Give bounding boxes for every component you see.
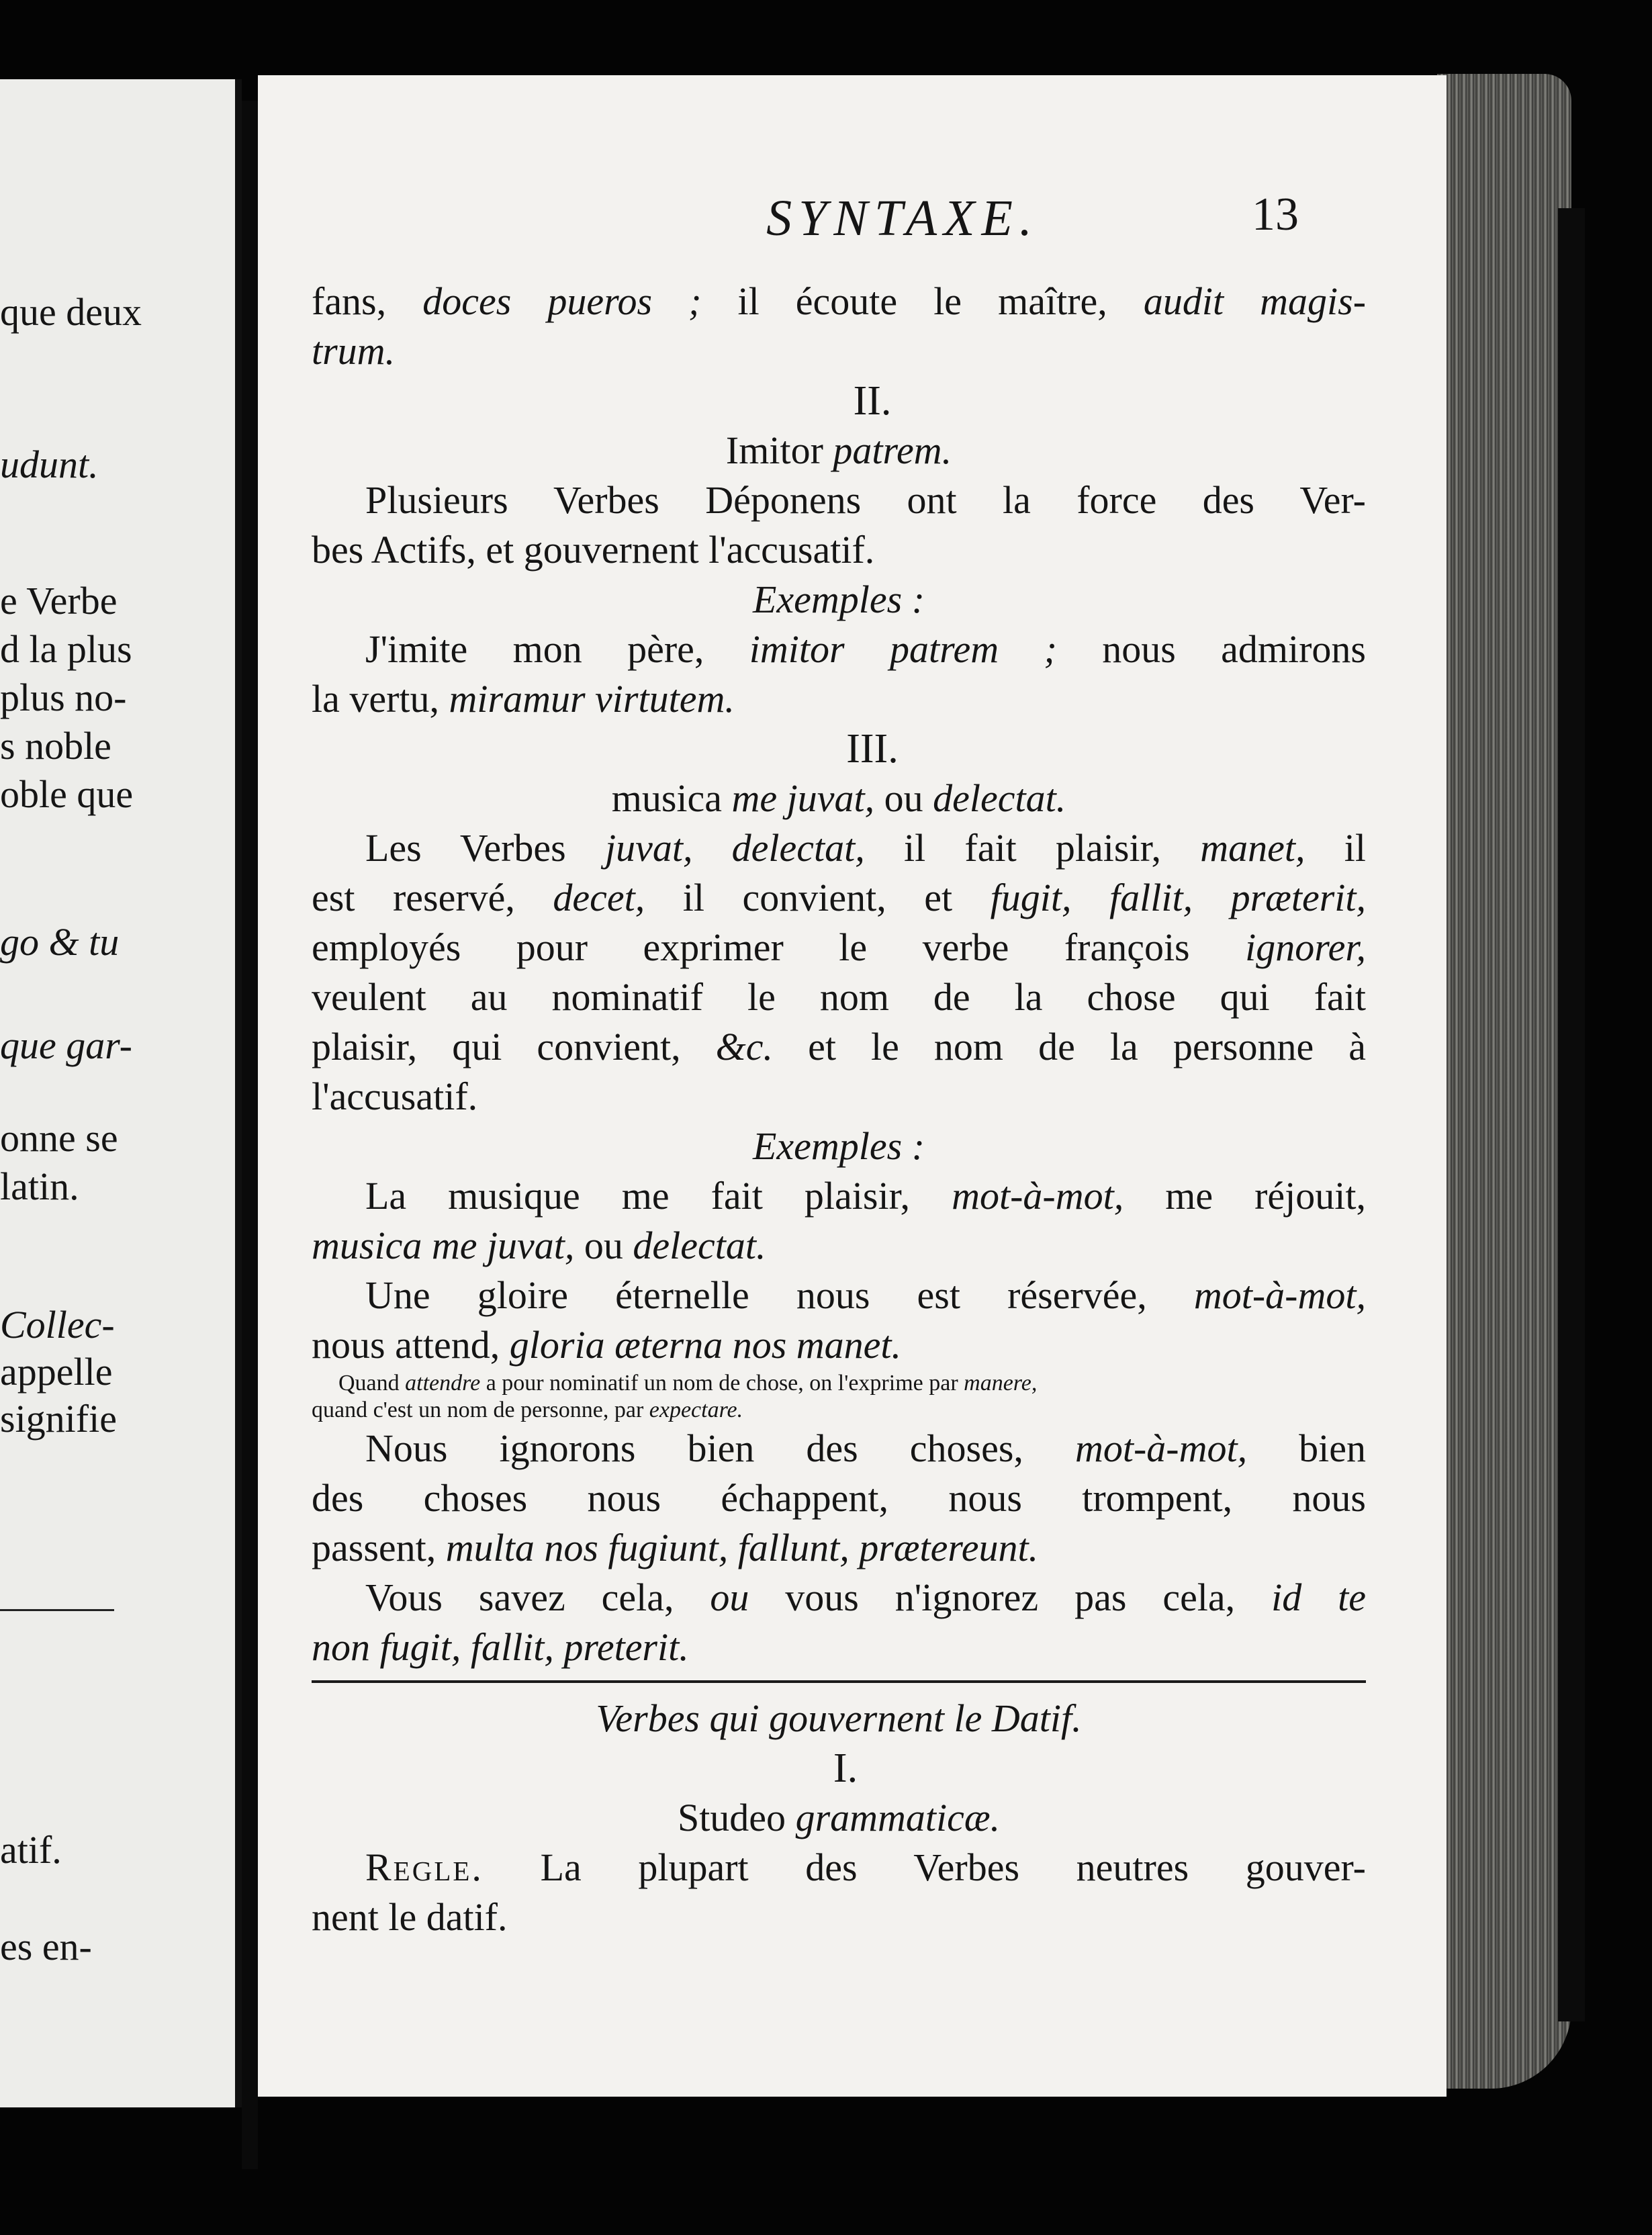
text-line: bes Actifs, et gouvernent l'accusatif. [312,528,875,572]
text-span: La musique me fait plaisir, [365,1174,952,1218]
text-span: J'imite mon père, [365,627,749,671]
facing-page-fragment [0,79,242,2107]
latin-phrase: doces pueros ; [422,279,702,323]
section-number: II. [853,378,892,424]
text-span: nous attend, [312,1323,510,1367]
left-page-text: Collec- [0,1303,115,1347]
left-page-text: plus no- [0,676,127,719]
text-span: Studeo [677,1796,796,1839]
text-span: est reservé, [312,876,553,919]
text-span: Une gloire éternelle nous est réservée, [365,1273,1194,1317]
footnote-line [312,1397,1366,1424]
latin-phrase: me juvat, [731,776,875,820]
text-span: ou [710,1576,749,1619]
left-page-text: que gar- [0,1023,132,1067]
left-page-text: latin. [0,1165,79,1208]
text-span: vous n'ignorez pas cela, [749,1576,1272,1619]
text-line [312,1573,1366,1623]
latin-phrase: imitor patrem ; [749,627,1057,671]
text-line [312,1424,1366,1473]
text-span: passent, [312,1526,446,1569]
text-span: Les Verbes [365,826,605,870]
running-title: SYNTAXE. [766,190,1039,246]
latin-phrase: delectat. [633,1224,766,1267]
text-span: Vous savez cela, [365,1576,710,1619]
text-span: ou [574,1224,633,1267]
left-page-text: d la plus [0,627,132,671]
text-line: des choses nous échappent, nous trompent, nous [312,1476,1366,1520]
text-span: il écoute le maître, [701,279,1144,323]
text-span: bien [1247,1426,1366,1470]
page-body [312,277,1366,1942]
text-line [312,1523,1366,1573]
latin-phrase: mot-à-mot, [1074,1426,1248,1470]
left-page-text: signifie [0,1397,117,1441]
text-span: a pour nominatif un nom de chose, on l'exprime par [480,1371,964,1396]
text-line [312,873,1366,923]
french-term: ignorer, [1245,925,1366,969]
latin-phrase: juvat, delectat, [604,826,865,870]
left-page-text: que deux [0,290,142,334]
text-line [312,1171,1366,1221]
left-page-text: es en- [0,1925,92,1968]
text-line [312,823,1366,873]
text-line: nent le datif. [312,1895,508,1939]
left-page-rule [0,1609,114,1611]
text-line: l'accusatif. [312,1075,478,1118]
rule-example [312,1793,1366,1843]
left-page-text: oble que [0,772,134,816]
latin-phrase: fugit, fallit, præterit, [990,876,1367,919]
text-line [312,923,1366,972]
etc-abbrev: &c. [715,1025,774,1068]
latin-phrase: audit magis- [1143,279,1367,323]
text-span: il [1305,826,1366,870]
text-line: non fugit, fallit, preterit. [312,1625,689,1669]
text-line [312,277,1366,326]
text-line [312,674,1366,724]
latin-phrase: mot-à-mot, [952,1174,1124,1218]
latin-phrase: grammaticæ. [795,1796,1001,1839]
examples-label: Exemples : [752,1124,925,1168]
page-number: 13 [1252,189,1299,240]
latin-phrase: mot-à-mot, [1193,1273,1366,1317]
text-line: Plusieurs Verbes Déponens ont la force des Ver- [365,478,1366,522]
text-span: Imitor [725,428,833,472]
page-edges [1437,74,1571,2089]
latin-phrase: musica me juvat, [312,1224,575,1267]
latin-phrase: trum. [312,329,396,373]
left-page-text: s noble [0,724,111,768]
text-line [312,1320,1366,1370]
text-span: Quand [338,1371,406,1396]
text-span: il convient, et [645,876,991,919]
latin-phrase: delectat. [933,776,1066,820]
left-page-text: onne se [0,1116,118,1160]
latin-phrase: manere, [964,1371,1038,1396]
latin-phrase: expectare. [649,1398,743,1422]
text-line: veulent au nominatif le nom de la chose qui fait [312,975,1366,1019]
text-line [312,1271,1366,1320]
left-page-text: udunt. [0,443,99,486]
text-line [312,1022,1366,1072]
latin-phrase: decet, [553,876,645,919]
text-span: ou [874,776,933,820]
section-number: III. [846,726,899,772]
text-line [312,1843,1366,1892]
french-term: attendre [405,1371,481,1396]
latin-phrase: patrem. [833,428,952,472]
text-span: la vertu, [312,677,449,721]
section-title: Verbes qui gouvernent le Datif. [596,1696,1082,1740]
rule-example [312,774,1366,823]
text-span: Nous ignorons bien des choses, [365,1426,1075,1470]
right-page [258,75,1447,2097]
latin-phrase: manet, [1200,826,1305,870]
text-span: employés pour exprimer le verbe françois [312,925,1246,969]
rule-label: Regle. [365,1845,484,1889]
latin-phrase: multa nos fugiunt, fallunt, prætereunt. [445,1526,1039,1569]
rule-example [312,426,1366,475]
text-span: plaisir, qui convient, [312,1025,716,1068]
text-line [312,625,1366,674]
latin-phrase: miramur virtutem. [449,677,735,721]
text-span: quand c'est un nom de personne, par [312,1398,649,1422]
left-page-text: atif. [0,1828,62,1872]
text-span: et le nom de la personne à [773,1025,1367,1068]
left-page-text: e Verbe [0,579,118,623]
examples-label: Exemples : [752,578,925,621]
text-span: fans, [312,279,423,323]
section-number: I. [833,1745,858,1791]
text-line [312,1221,1366,1271]
left-page-text: appelle [0,1350,113,1394]
section-divider [312,1680,1366,1683]
text-span: La plupart des Verbes neutres gouver- [483,1845,1366,1889]
text-span: me réjouit, [1123,1174,1366,1218]
latin-phrase: id te [1271,1576,1366,1619]
text-span: nous admirons [1056,627,1366,671]
text-span: il fait plaisir, [864,826,1201,870]
left-page-text: go & tu [0,920,120,964]
book-gutter [242,101,258,2169]
latin-phrase: gloria æterna nos manet. [509,1323,902,1367]
text-span: musica [611,776,732,820]
footnote-line [312,1370,1366,1397]
text-line [312,326,1366,376]
